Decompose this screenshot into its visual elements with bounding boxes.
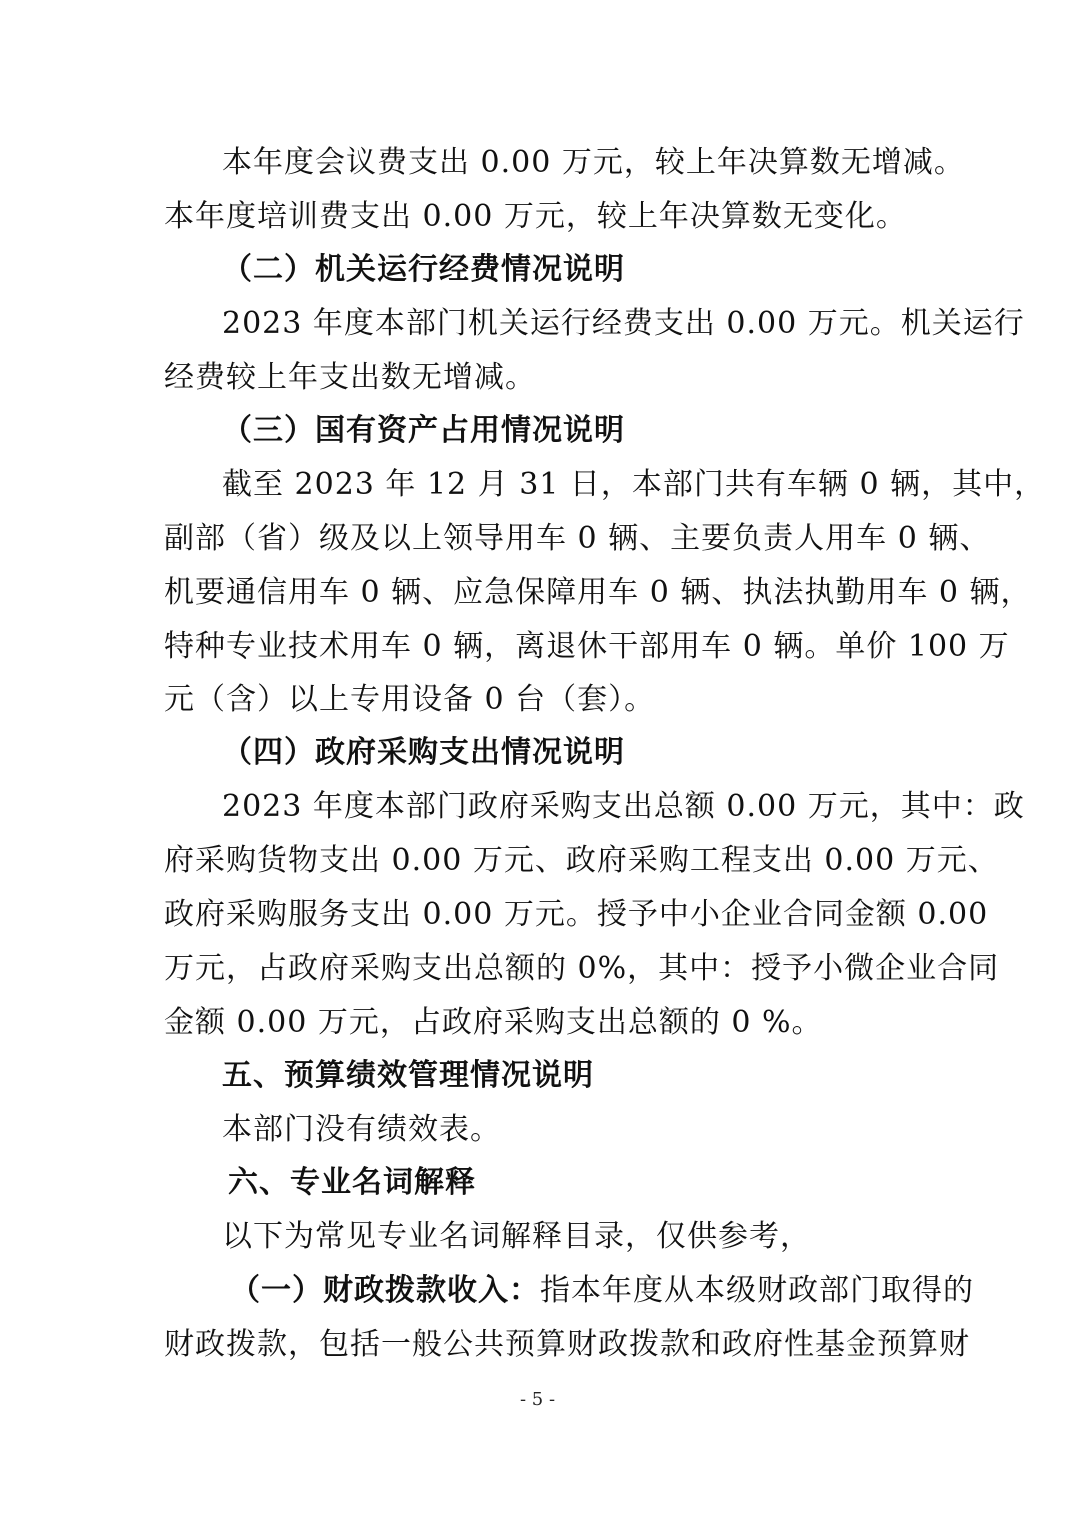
paragraph-line: 特种专业技术用车 0 辆，离退休干部用车 0 辆。单价 100 万	[164, 629, 1010, 664]
section-heading: （三）国有资产占用情况说明	[222, 413, 625, 448]
term-definition-line	[230, 1271, 974, 1311]
paragraph-line: 政府采购服务支出 0.00 万元。授予中小企业合同金额 0.00	[164, 897, 989, 932]
section-heading: （四）政府采购支出情况说明	[222, 735, 625, 770]
section-heading: （二）机关运行经费情况说明	[222, 252, 625, 287]
paragraph-line: 本年度会议费支出 0.00 万元，较上年决算数无增减。	[222, 145, 965, 180]
paragraph-line: 本年度培训费支出 0.00 万元，较上年决算数无变化。	[164, 199, 907, 234]
term-label: （一）财政拨款收入：	[230, 1273, 540, 1308]
chapter-heading: 五、预算绩效管理情况说明	[222, 1058, 594, 1093]
term-text: 指本年度从本级财政部门取得的	[540, 1273, 974, 1308]
paragraph-line: 副部（省）级及以上领导用车 0 辆、主要负责人用车 0 辆、	[164, 521, 991, 556]
paragraph-line: 元（含）以上专用设备 0 台（套）。	[164, 682, 656, 717]
paragraph-line: 以下为常见专业名词解释目录，仅供参考，	[222, 1219, 811, 1254]
paragraph-line: 机要通信用车 0 辆、应急保障用车 0 辆、执法执勤用车 0 辆，	[164, 575, 1032, 610]
paragraph-line: 金额 0.00 万元，占政府采购支出总额的 0 %。	[164, 1005, 823, 1040]
page-number: - 5 -	[519, 1389, 556, 1410]
paragraph-line: 截至 2023 年 12 月 31 日，本部门共有车辆 0 辆，其中，	[222, 467, 1046, 502]
paragraph-line: 2023 年度本部门政府采购支出总额 0.00 万元，其中：政	[222, 789, 1025, 824]
paragraph-line: 财政拨款，包括一般公共预算财政拨款和政府性基金预算财	[164, 1327, 970, 1362]
chapter-heading: 六、专业名词解释	[228, 1165, 476, 1200]
paragraph-line: 本部门没有绩效表。	[222, 1112, 501, 1147]
paragraph-line: 府采购货物支出 0.00 万元、政府采购工程支出 0.00 万元、	[164, 843, 999, 878]
paragraph-line: 经费较上年支出数无增减。	[164, 360, 536, 395]
paragraph-line: 2023 年度本部门机关运行经费支出 0.00 万元。机关运行	[222, 306, 1025, 341]
paragraph-line: 万元，占政府采购支出总额的 0%，其中：授予小微企业合同	[164, 951, 1000, 986]
